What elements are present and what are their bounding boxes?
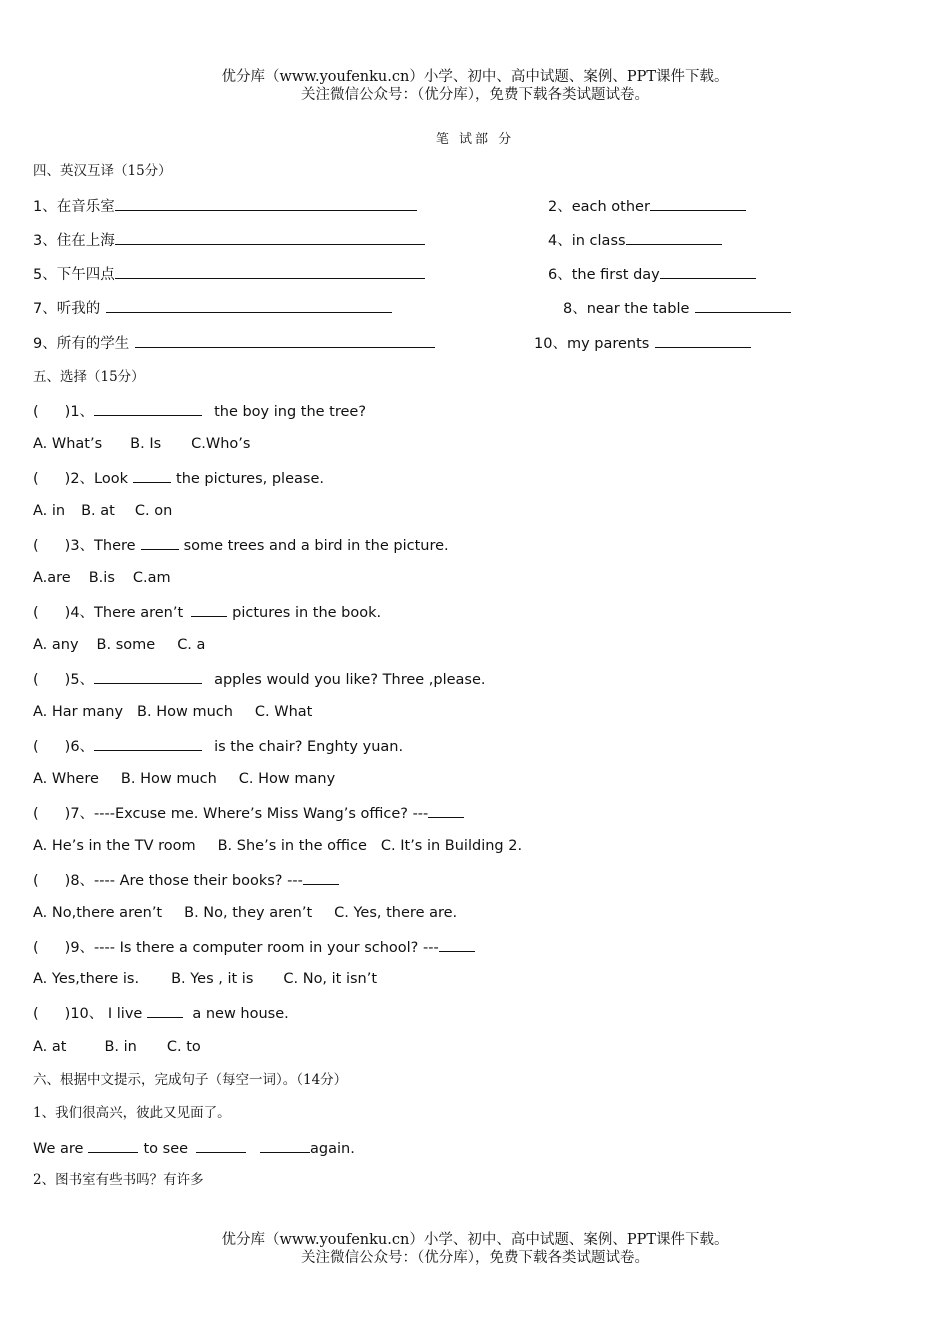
s4-item-6-text: 6、the first day	[548, 267, 660, 283]
s4-item-2-right	[548, 196, 746, 216]
q8-num: )8、---- Are those their books? ---	[64, 873, 303, 889]
footer-line-2: 关注微信公众号：（优分库），免费下载各类试题试卷。	[301, 1250, 649, 1266]
q5-option-a: A. Har many	[33, 704, 124, 720]
answer-blank	[655, 333, 751, 348]
q1-rest: the boy ing the tree?	[214, 404, 367, 420]
q8-paren: (	[33, 873, 39, 889]
answer-blank	[650, 196, 746, 211]
answer-blank	[133, 468, 171, 483]
answer-blank	[660, 264, 756, 279]
q1-option-c: C.Who’s	[191, 436, 251, 452]
footer-line-1: 优分库（www.youfenku.cn）小学、初中、高中试题、案例、PPT课件下载。	[221, 1232, 729, 1248]
q7-paren: (	[33, 806, 39, 822]
q8-option-c: C. Yes, there are.	[334, 905, 458, 921]
q3-rest: some trees and a bird in the picture.	[183, 538, 449, 554]
s4-item-7-left	[33, 298, 392, 318]
q4-option-b: B. some	[96, 637, 156, 653]
q2-option-a: A. in	[33, 503, 66, 519]
q10-option-a: A. at	[33, 1039, 67, 1055]
answer-blank	[303, 870, 339, 885]
q8-option-b: B. No, they aren’t	[184, 905, 313, 921]
q2-options	[33, 502, 172, 520]
q2-stem	[33, 468, 324, 488]
answer-blank	[428, 803, 464, 818]
header-top	[0, 68, 950, 104]
answer-blank	[695, 298, 791, 313]
s4-item-3-text: 3、住在上海	[33, 233, 115, 249]
s4-item-8-right	[563, 298, 791, 318]
s4-item-7-text: 7、听我的	[33, 301, 101, 317]
q3-option-c: C.am	[132, 570, 171, 586]
q6-stem	[33, 736, 403, 756]
q8-option-a: A. No,there aren’t	[33, 905, 163, 921]
q8-options	[33, 904, 457, 922]
q6-paren: (	[33, 739, 39, 755]
q6-option-b: B. How much	[120, 771, 217, 787]
q5-paren: (	[33, 672, 39, 688]
answer-blank	[196, 1138, 246, 1153]
s4-item-5-text: 5、下午四点	[33, 267, 115, 283]
q1-num: )1、	[64, 404, 95, 420]
q10-paren: (	[33, 1006, 39, 1022]
q6-option-c: C. How many	[238, 771, 336, 787]
s6-s1-part-c: again.	[310, 1141, 355, 1157]
header-line-1: 优分库（www.youfenku.cn）小学、初中、高中试题、案例、PPT课件下载。	[221, 69, 729, 85]
q7-stem	[33, 803, 464, 823]
q6-num: )6、	[64, 739, 95, 755]
q3-stem	[33, 535, 449, 555]
q7-option-b: B. She’s in the office	[217, 838, 367, 854]
q4-option-a: A. any	[33, 637, 79, 653]
q6-options	[33, 770, 335, 788]
section-6-heading: 六、根据中文提示，完成句子（每空一词）。（14分）	[33, 1072, 348, 1088]
q7-option-a: A. He’s in the TV room	[33, 838, 196, 854]
q8-stem	[33, 870, 339, 890]
q7-option-c: C. It’s in Building 2.	[380, 838, 523, 854]
q1-paren: (	[33, 404, 39, 420]
s4-item-3-left	[33, 230, 425, 250]
answer-blank	[115, 230, 425, 245]
s4-item-4-text: 4、in class	[548, 233, 626, 249]
q3-options	[33, 569, 171, 587]
q9-paren: (	[33, 940, 39, 956]
q1-option-b: B. Is	[130, 436, 162, 452]
answer-blank	[135, 333, 435, 348]
q2-option-b: B. at	[81, 503, 115, 519]
s4-item-5-left	[33, 264, 425, 284]
q10-option-b: B. in	[104, 1039, 137, 1055]
q5-stem	[33, 669, 486, 689]
s4-item-10-right	[534, 333, 751, 353]
answer-blank	[191, 602, 227, 617]
q4-num: )4、There aren’t	[64, 605, 184, 621]
q10-stem	[33, 1003, 289, 1023]
q4-rest: pictures in the book.	[232, 605, 382, 621]
q2-rest: the pictures, please.	[176, 471, 324, 487]
s4-item-8-text: 8、near the table	[563, 301, 690, 317]
q5-num: )5、	[64, 672, 95, 688]
section-4-heading: 四、英汉互译（15分）	[33, 163, 172, 179]
q3-option-b: B.is	[88, 570, 115, 586]
answer-blank	[439, 937, 475, 952]
q5-option-b: B. How much	[137, 704, 233, 720]
q9-option-c: C. No, it isn’t	[283, 971, 378, 987]
q7-options	[33, 837, 522, 855]
answer-blank	[106, 298, 392, 313]
s4-item-2-text: 2、each other	[548, 199, 650, 215]
section-5-heading: 五、选择（15分）	[33, 369, 145, 385]
s4-item-9-left	[33, 333, 435, 353]
answer-blank	[94, 736, 202, 751]
q1-options	[33, 435, 250, 453]
answer-blank	[141, 535, 179, 550]
q7-num: )7、----Excuse me. Where’s Miss Wang’s office? ---	[64, 806, 429, 822]
s6-sentence-1-en	[33, 1138, 355, 1158]
q4-options	[33, 636, 205, 654]
q10-option-c: C. to	[166, 1039, 201, 1055]
answer-blank	[94, 669, 202, 684]
q9-option-b: B. Yes , it is	[171, 971, 254, 987]
q9-num: )9、---- Is there a computer room in your school? ---	[64, 940, 439, 956]
q3-option-a: A.are	[33, 570, 71, 586]
q4-option-c: C. a	[177, 637, 206, 653]
q4-paren: (	[33, 605, 39, 621]
q2-option-c: C. on	[134, 503, 173, 519]
q10-num: )10、 I live	[64, 1006, 143, 1022]
q3-num: )3、There	[64, 538, 136, 554]
q5-rest: apples would you like? Three ,please.	[214, 672, 486, 688]
footer-bottom	[0, 1231, 950, 1267]
q9-stem	[33, 937, 475, 957]
answer-blank	[115, 264, 425, 279]
s4-item-1-left	[33, 196, 417, 216]
s6-s1-part-a: We are	[33, 1141, 84, 1157]
s6-sentence-1-cn: 1、我们很高兴，彼此又见面了。	[33, 1105, 231, 1121]
answer-blank	[88, 1138, 138, 1153]
s4-item-9-text: 9、所有的学生	[33, 336, 130, 352]
q9-options	[33, 970, 377, 988]
s4-item-10-text: 10、my parents	[534, 336, 650, 352]
answer-blank	[94, 401, 202, 416]
answer-blank	[115, 196, 417, 211]
q6-rest: is the chair? Enghty yuan.	[214, 739, 404, 755]
s6-s1-part-b: to see	[143, 1141, 189, 1157]
q1-option-a: A. What’s	[33, 436, 103, 452]
q5-options	[33, 703, 312, 721]
q5-option-c: C. What	[254, 704, 313, 720]
s4-item-6-right	[548, 264, 756, 284]
q2-num: )2、Look	[64, 471, 129, 487]
q9-option-a: A. Yes,there is.	[33, 971, 140, 987]
answer-blank	[626, 230, 722, 245]
q2-paren: (	[33, 471, 39, 487]
page-title: 笔 试部 分	[435, 132, 515, 147]
s6-sentence-2-cn: 2、图书室有些书吗？有许多	[33, 1172, 204, 1188]
q3-paren: (	[33, 538, 39, 554]
q1-stem	[33, 401, 366, 421]
q4-stem	[33, 602, 381, 622]
answer-blank	[260, 1138, 310, 1153]
q10-options	[33, 1038, 201, 1056]
s4-item-1-text: 1、在音乐室	[33, 199, 115, 215]
header-line-2: 关注微信公众号：（优分库），免费下载各类试题试卷。	[301, 87, 649, 103]
q10-rest: a new house.	[192, 1006, 289, 1022]
q6-option-a: A. Where	[33, 771, 99, 787]
s4-item-4-right	[548, 230, 722, 250]
answer-blank	[147, 1003, 183, 1018]
